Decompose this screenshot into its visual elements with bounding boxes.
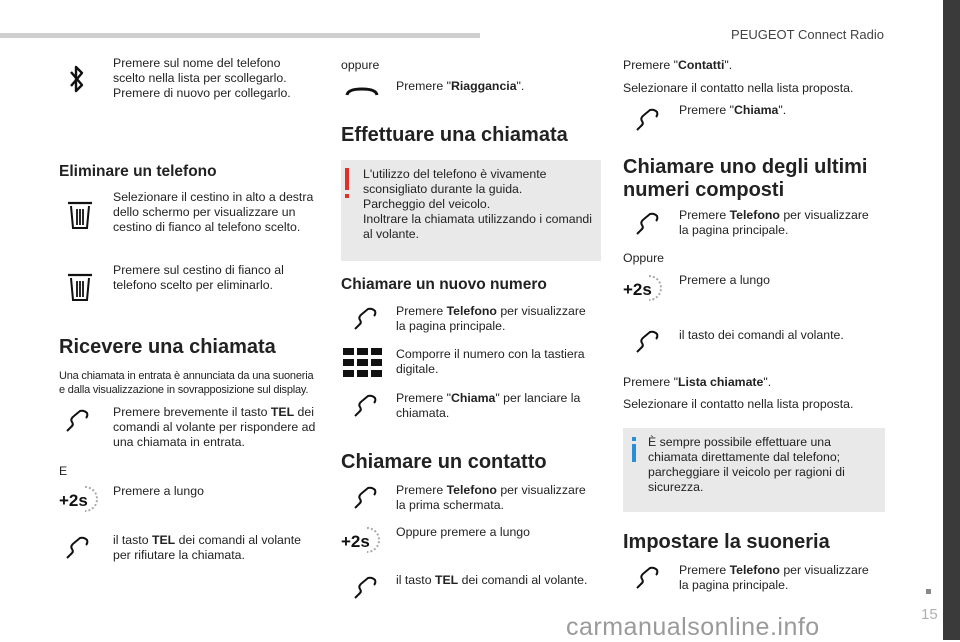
phone-handset-icon bbox=[634, 566, 660, 592]
ricevere-note: Una chiamata in entrata è annunciata da una suoneria e dalla visualizzazione in sovrapposizione sul display. bbox=[59, 370, 314, 396]
section-title-ricevere: Ricevere una chiamata bbox=[59, 336, 276, 358]
phone-handset-icon bbox=[634, 108, 660, 134]
bullet-marker bbox=[926, 589, 931, 594]
ricevere-tel-instruction: Premere brevemente il tasto TEL dei comandi al volante per rispondere ad una chiamata in entrata. bbox=[113, 405, 316, 449]
warning-icon bbox=[345, 168, 349, 190]
eliminare-step-2: Premere sul cestino di fianco al telefono scelto per eliminarlo. bbox=[113, 263, 284, 292]
ultimi-long-press: Premere a lungo bbox=[679, 273, 770, 287]
svg-text:+2s: +2s bbox=[59, 491, 88, 510]
phone-handset-icon bbox=[64, 536, 90, 562]
riaggancia-label: Riaggancia bbox=[450, 79, 517, 93]
connector-e: E bbox=[59, 464, 68, 478]
chiama-instruction-2: Premere "Chiama". bbox=[679, 103, 787, 117]
telefono-label: Telefono bbox=[729, 208, 780, 222]
lista-chiamate-instruction: Premere "Lista chiamate". bbox=[623, 375, 772, 389]
page-number: 15 bbox=[921, 606, 938, 623]
tel-key-label: TEL bbox=[151, 533, 176, 547]
nuovo-telefono-instruction: Premere Telefono per visualizzare la pagina principale. bbox=[396, 304, 586, 333]
info-text: È sempre possibile effettuare una chiamata direttamente dal telefono; parcheggiare il veicolo per ragioni di sicurezza. bbox=[648, 435, 845, 494]
svg-text:+2s: +2s bbox=[623, 280, 652, 299]
phone-handset-icon bbox=[634, 330, 660, 356]
section-title-suoneria: Impostare la suoneria bbox=[623, 531, 830, 553]
bluetooth-icon bbox=[70, 63, 84, 95]
comporre-instruction: Comporre il numero con la tastiera digitale. bbox=[396, 347, 585, 376]
eliminare-step-1: Selezionare il cestino in alto a destra dello schermo per visualizzare un cestino di fianco al telefono scelto. bbox=[113, 190, 314, 234]
tel-key-label: TEL bbox=[270, 405, 295, 419]
warning-box bbox=[341, 160, 601, 261]
connector-oppure-2: Oppure bbox=[623, 251, 665, 265]
phone-handset-icon bbox=[352, 307, 378, 333]
riaggancia-instruction: Premere "Riaggancia". bbox=[396, 79, 525, 93]
contatti-label: Contatti bbox=[677, 58, 725, 72]
tel-key-label: TEL bbox=[434, 573, 459, 587]
keypad-icon bbox=[343, 348, 383, 378]
connector-oppure: oppure bbox=[341, 58, 380, 72]
warning-icon-dot bbox=[345, 194, 349, 198]
long-press-2s-icon bbox=[58, 483, 100, 515]
ultimi-telefono-instruction: Premere Telefono per visualizzare la pagina principale. bbox=[679, 208, 869, 237]
page-header-title: PEUGEOT Connect Radio bbox=[731, 27, 884, 42]
warning-text: L'utilizzo del telefono è vivamente sconsigliato durante la guida. Parcheggio del veicolo. Inoltrare la chiamata utilizzando i comandi al volante. bbox=[363, 167, 592, 241]
section-title-eliminare: Eliminare un telefono bbox=[59, 163, 217, 180]
telefono-label: Telefono bbox=[446, 483, 497, 497]
section-title-ultimi: Chiamare uno degli ultimi numeri composti bbox=[623, 156, 868, 201]
svg-text:+2s: +2s bbox=[341, 532, 370, 551]
header-rule bbox=[0, 33, 480, 38]
long-press-2s-icon bbox=[340, 524, 382, 556]
watermark-text: carmanualsonline.info bbox=[566, 613, 820, 641]
chiama-instruction: Premere "Chiama" per lanciare la chiamata. bbox=[396, 391, 581, 420]
ricevere-long-press: Premere a lungo bbox=[113, 484, 204, 498]
info-icon-dot bbox=[632, 437, 636, 441]
trash-icon bbox=[67, 273, 93, 301]
long-press-2s-icon bbox=[622, 272, 664, 304]
contatto-telefono-instruction: Premere Telefono per visualizzare la prima schermata. bbox=[396, 483, 586, 512]
phone-handset-icon bbox=[352, 576, 378, 602]
rifiutare-instruction: il tasto TEL dei comandi al volante per rifiutare la chiamata. bbox=[113, 533, 301, 562]
lista-chiamate-label: Lista chiamate bbox=[677, 375, 764, 389]
side-band bbox=[943, 0, 960, 640]
ultimi-tasto-instruction: il tasto dei comandi al volante. bbox=[679, 328, 844, 342]
oppure-long-press: Oppure premere a lungo bbox=[396, 525, 530, 539]
tasto-tel-instruction: il tasto TEL dei comandi al volante. bbox=[396, 573, 588, 587]
telefono-label: Telefono bbox=[446, 304, 497, 318]
section-title-effettuare: Effettuare una chiamata bbox=[341, 124, 568, 146]
chiama-label: Chiama bbox=[450, 391, 496, 405]
phone-handset-icon bbox=[634, 212, 660, 238]
phone-handset-icon bbox=[64, 409, 90, 435]
telefono-label: Telefono bbox=[729, 563, 780, 577]
trash-icon bbox=[67, 201, 93, 229]
suoneria-telefono-instruction: Premere Telefono per visualizzare la pagina principale. bbox=[679, 563, 869, 592]
phone-handset-icon bbox=[352, 394, 378, 420]
info-icon bbox=[632, 444, 636, 462]
chiama-label: Chiama bbox=[733, 103, 779, 117]
bluetooth-instruction: Premere sul nome del telefono scelto nella lista per scollegarlo. Premere di nuovo per collegarlo. bbox=[113, 56, 291, 100]
contatti-instruction: Premere "Contatti". bbox=[623, 58, 733, 72]
section-title-contatto: Chiamare un contatto bbox=[341, 451, 547, 473]
hang-up-icon bbox=[345, 86, 379, 98]
section-title-nuovo-numero: Chiamare un nuovo numero bbox=[341, 276, 547, 293]
seleziona-contatto-2: Selezionare il contatto nella lista proposta. bbox=[623, 397, 854, 411]
info-box bbox=[623, 428, 885, 512]
phone-handset-icon bbox=[352, 486, 378, 512]
seleziona-contatto-1: Selezionare il contatto nella lista proposta. bbox=[623, 81, 854, 95]
